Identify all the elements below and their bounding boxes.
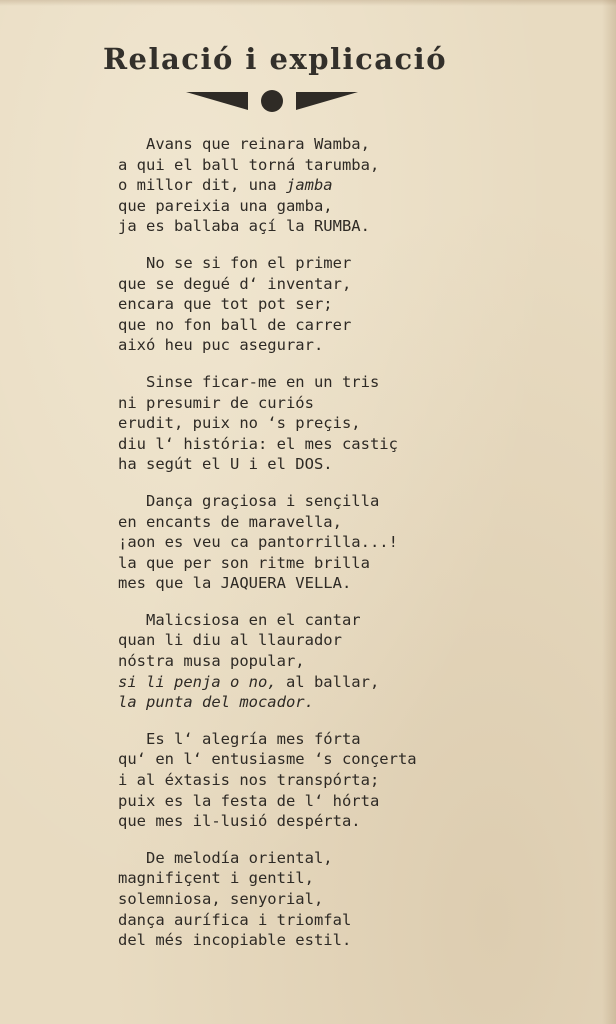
poem-line [118, 454, 418, 475]
poem-line-text: en encants de maravella, [118, 512, 342, 531]
poem-line-text: aixó heu puc asegurar. [118, 336, 324, 355]
poem-line-text: magnifiçent i gentil, [118, 869, 314, 888]
poem-line [118, 434, 418, 455]
poem-line [118, 889, 418, 910]
poem-line-text: Avans que reinara Wamba, [146, 135, 370, 153]
stanza [118, 610, 418, 713]
poem-line [118, 651, 418, 672]
poem-line-text: que no fon ball de carrer [118, 315, 352, 334]
poem-line-text: ha segút el U i el DOS. [118, 455, 333, 474]
stanza [118, 372, 418, 475]
poem-line-text: Sinse ficar-me en un tris [146, 372, 380, 391]
poem-line-text: qu‘ en l‘ entusiasme ‘s conçerta [118, 750, 417, 769]
poem-line [118, 610, 418, 631]
poem-line-text: que se degué d‘ inventar, [118, 274, 352, 293]
poem-line [118, 155, 418, 176]
poem-line-text: i al éxtasis nos transpórta; [118, 771, 380, 790]
poem-line [118, 553, 418, 574]
poem-line-text: Es l‘ alegría mes fórta [146, 729, 361, 748]
poem-line-text: o millor dit, una [118, 176, 286, 195]
poem-line [118, 196, 418, 217]
poem-line-text: encara que tot pot ser; [118, 295, 333, 314]
poem-line-text: Dança graçiosa i sençilla [146, 491, 380, 510]
poem-line-text: ¡aon es veu ca pantorrilla...! [118, 533, 398, 552]
poem-line [118, 868, 418, 889]
diamond-dot-ornament-icon [186, 88, 358, 114]
poem-line-text: mes que la JAQUERA VELLA. [118, 574, 352, 593]
poem-line-text: del més incopiable estil. [118, 931, 352, 950]
poem-line-text: a qui el ball torná tarumba, [118, 155, 380, 174]
poem-line-text: De melodía oriental, [146, 848, 333, 867]
poem-line-italic-text: si li penja o no, [118, 672, 277, 691]
poem-line-text: nóstra musa popular, [118, 652, 305, 671]
poem-line-text: diu l‘ história: el mes castiç [118, 434, 398, 453]
poem-line-text: puix es la festa de l‘ hórta [118, 791, 380, 810]
poem-line [118, 930, 418, 951]
poem-line [118, 335, 418, 356]
poem-line-text: ja es ballaba açí la RUMBA. [118, 217, 370, 236]
poem-line [118, 532, 418, 553]
page-title: Relació i explicació [102, 42, 448, 76]
poem-line [118, 175, 418, 196]
poem-body [118, 134, 418, 967]
poem-line [118, 372, 418, 393]
poem-line-italic-text: la punta del mocador. [118, 693, 314, 712]
poem-line [118, 770, 418, 791]
poem-line [118, 729, 418, 750]
poem-line [118, 274, 418, 295]
poem-line [118, 134, 418, 155]
poem-line-text: que mes il-lusió despérta. [118, 812, 361, 831]
stanza [118, 729, 418, 832]
poem-line [118, 910, 418, 931]
poem-line [118, 811, 418, 832]
poem-line [118, 512, 418, 533]
poem-line [118, 253, 418, 274]
poem-line-text: quan li diu al llaurador [118, 631, 342, 650]
poem-line-text: la que per son ritme brilla [118, 553, 370, 572]
poem-line-text: Malicsiosa en el cantar [146, 610, 361, 629]
poem-line [118, 791, 418, 812]
poem-line [118, 216, 418, 237]
poem-line-italic-text: jamba [285, 176, 333, 195]
poem-line [118, 573, 418, 594]
poem-line [118, 491, 418, 512]
poem-line [118, 294, 418, 315]
stanza [118, 253, 418, 356]
poem-line [118, 749, 418, 770]
page-right-edge [602, 0, 616, 1024]
poem-line-text: No se si fon el primer [146, 253, 352, 272]
poem-line [118, 630, 418, 651]
stanza [118, 491, 418, 594]
stanza [118, 134, 418, 237]
poem-line-text: erudit, puix no ‘s preçis, [118, 414, 361, 433]
poem-line [118, 315, 418, 336]
poem-line [118, 848, 418, 869]
page-top-edge [0, 0, 616, 6]
poem-line [118, 672, 418, 693]
stanza [118, 848, 418, 951]
poem-line-text: ni presumir de curiós [118, 393, 314, 412]
poem-line-text: dança aurífica i triomfal [118, 910, 352, 929]
poem-line-text: al ballar, [276, 672, 380, 691]
poem-line [118, 692, 418, 713]
poem-line-text: que pareixia una gamba, [118, 196, 333, 215]
poem-line [118, 393, 418, 414]
poem-line [118, 413, 418, 434]
poem-line-text: solemniosa, senyorial, [118, 890, 324, 908]
